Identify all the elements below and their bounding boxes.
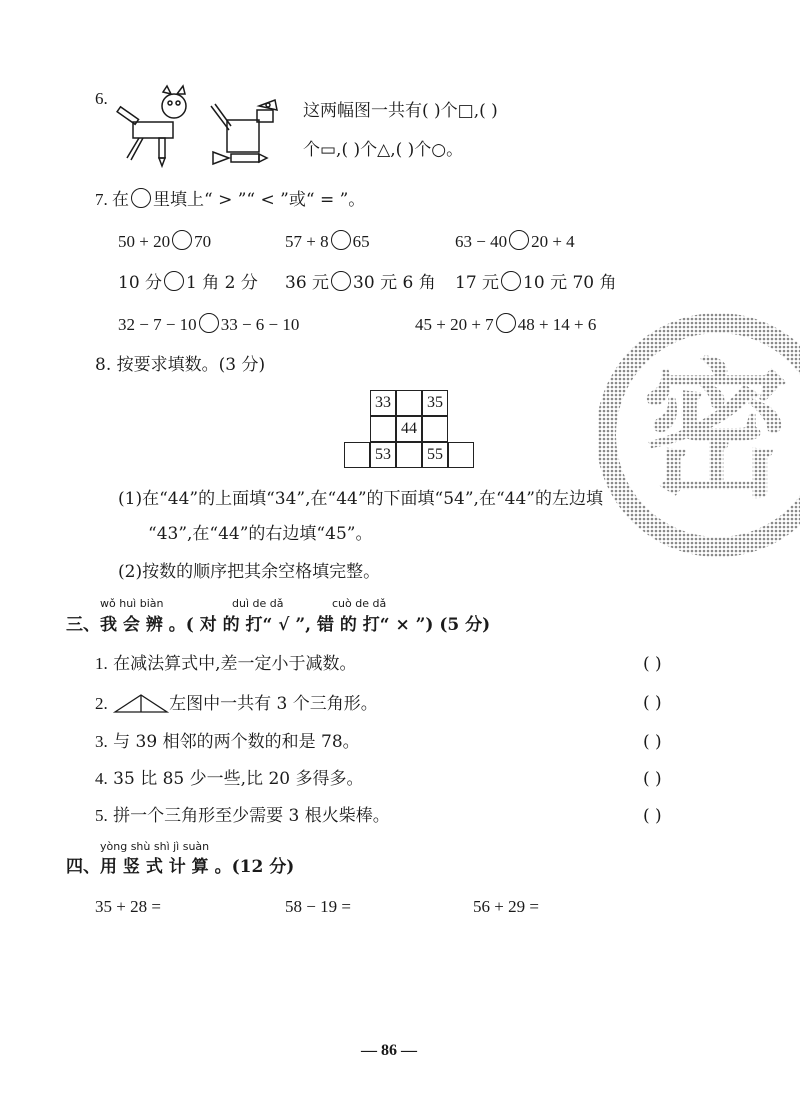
comparison-item: 10 分 1 角 2 分 bbox=[118, 273, 258, 293]
comparison-item: 32 − 7 − 10 33 − 6 − 10 bbox=[118, 315, 300, 334]
q8-sub1-line1: (1)在“44”的上面填“34”,在“44”的下面填“54”,在“44”的左边填 bbox=[118, 489, 603, 509]
q6-line1: 这两幅图一共有( )个□,( ) bbox=[303, 101, 498, 121]
q6-number: 6. bbox=[95, 89, 108, 108]
comparison-item: 63 − 40 20 + 4 bbox=[455, 232, 575, 251]
answer-paren[interactable]: ( ) bbox=[643, 693, 662, 713]
answer-circle[interactable] bbox=[509, 230, 529, 250]
calc-problem: 58 − 19 = bbox=[285, 897, 351, 916]
answer-circle[interactable] bbox=[172, 230, 192, 250]
judge-item: 4. 35 比 85 少一些,比 20 多得多。 bbox=[95, 769, 364, 789]
answer-circle[interactable] bbox=[496, 313, 516, 333]
grid-cell-empty[interactable] bbox=[422, 416, 448, 442]
stamp-text: 密 bbox=[642, 346, 790, 518]
pinyin-annotation: cuò de dǎ bbox=[332, 597, 387, 610]
judge-item: 5. 拼一个三角形至少需要 3 根火柴棒。 bbox=[95, 806, 390, 826]
calc-problem: 35 + 28 = bbox=[95, 897, 161, 916]
grid-cell-empty[interactable] bbox=[344, 442, 370, 468]
calc-problem: 56 + 29 = bbox=[473, 897, 539, 916]
page-number: — 86 — bbox=[361, 1042, 417, 1059]
section3-heading: 三、我 会 辨 。( 对 的 打“ √ ”, 错 的 打“ × ”) (5 分) bbox=[66, 615, 491, 635]
answer-circle[interactable] bbox=[199, 313, 219, 333]
grid-cell: 35 bbox=[422, 390, 448, 416]
answer-paren[interactable]: ( ) bbox=[643, 806, 662, 826]
pinyin-annotation: wǒ huì biàn bbox=[100, 597, 164, 610]
grid-cell: 55 bbox=[422, 442, 448, 468]
judge-item: 1. 在减法算式中,差一定小于减数。 bbox=[95, 654, 357, 674]
answer-circle[interactable] bbox=[331, 230, 351, 250]
comparison-item: 57 + 8 65 bbox=[285, 232, 370, 251]
grid-cell: 44 bbox=[396, 416, 422, 442]
q7-title-prefix: 7. 在 bbox=[95, 190, 129, 209]
judge-item: 2. 左图中一共有 3 个三角形。 bbox=[95, 694, 378, 714]
q7-title bbox=[95, 188, 365, 211]
section4-heading: 四、用 竖 式 计 算 。(12 分) bbox=[66, 857, 295, 877]
comparison-circle-icon bbox=[131, 188, 151, 208]
answer-circle[interactable] bbox=[501, 271, 521, 291]
grid-cell-empty[interactable] bbox=[370, 416, 396, 442]
grid-cell: 33 bbox=[370, 390, 396, 416]
grid-cell: 53 bbox=[370, 442, 396, 468]
answer-paren[interactable]: ( ) bbox=[643, 654, 662, 674]
q8-title: 8. 按要求填数。(3 分) bbox=[95, 355, 266, 375]
q8-sub2: (2)按数的顺序把其余空格填完整。 bbox=[118, 562, 381, 582]
cat-shape-figure bbox=[115, 84, 195, 168]
q7-title-rest: 里填上“ > ”“ < ”或“ = ”。 bbox=[153, 190, 366, 210]
answer-paren[interactable]: ( ) bbox=[643, 732, 662, 752]
triangle-figure-icon bbox=[113, 692, 169, 714]
grid-cell-empty[interactable] bbox=[396, 390, 422, 416]
q8-sub1-line2: “43”,在“44”的右边填“45”。 bbox=[148, 524, 373, 544]
comparison-item: 50 + 20 70 bbox=[118, 232, 212, 251]
q6-line2: 个▭,( )个△,( )个○。 bbox=[303, 140, 464, 160]
comparison-item: 17 元 10 元 70 角 bbox=[455, 273, 617, 293]
answer-circle[interactable] bbox=[331, 271, 351, 291]
pinyin-annotation: duì de dǎ bbox=[232, 597, 284, 610]
confidential-stamp-icon bbox=[598, 305, 800, 565]
judge-item: 3. 与 39 相邻的两个数的和是 78。 bbox=[95, 732, 360, 752]
grid-cell-empty[interactable] bbox=[396, 442, 422, 468]
comparison-item: 36 元 30 元 6 角 bbox=[285, 273, 436, 293]
comparison-item: 45 + 20 + 7 48 + 14 + 6 bbox=[415, 315, 597, 334]
dog-shape-figure bbox=[205, 96, 285, 168]
answer-circle[interactable] bbox=[164, 271, 184, 291]
answer-paren[interactable]: ( ) bbox=[643, 769, 662, 789]
pinyin-annotation: yòng shù shì jì suàn bbox=[100, 840, 210, 853]
grid-cell-empty[interactable] bbox=[448, 442, 474, 468]
